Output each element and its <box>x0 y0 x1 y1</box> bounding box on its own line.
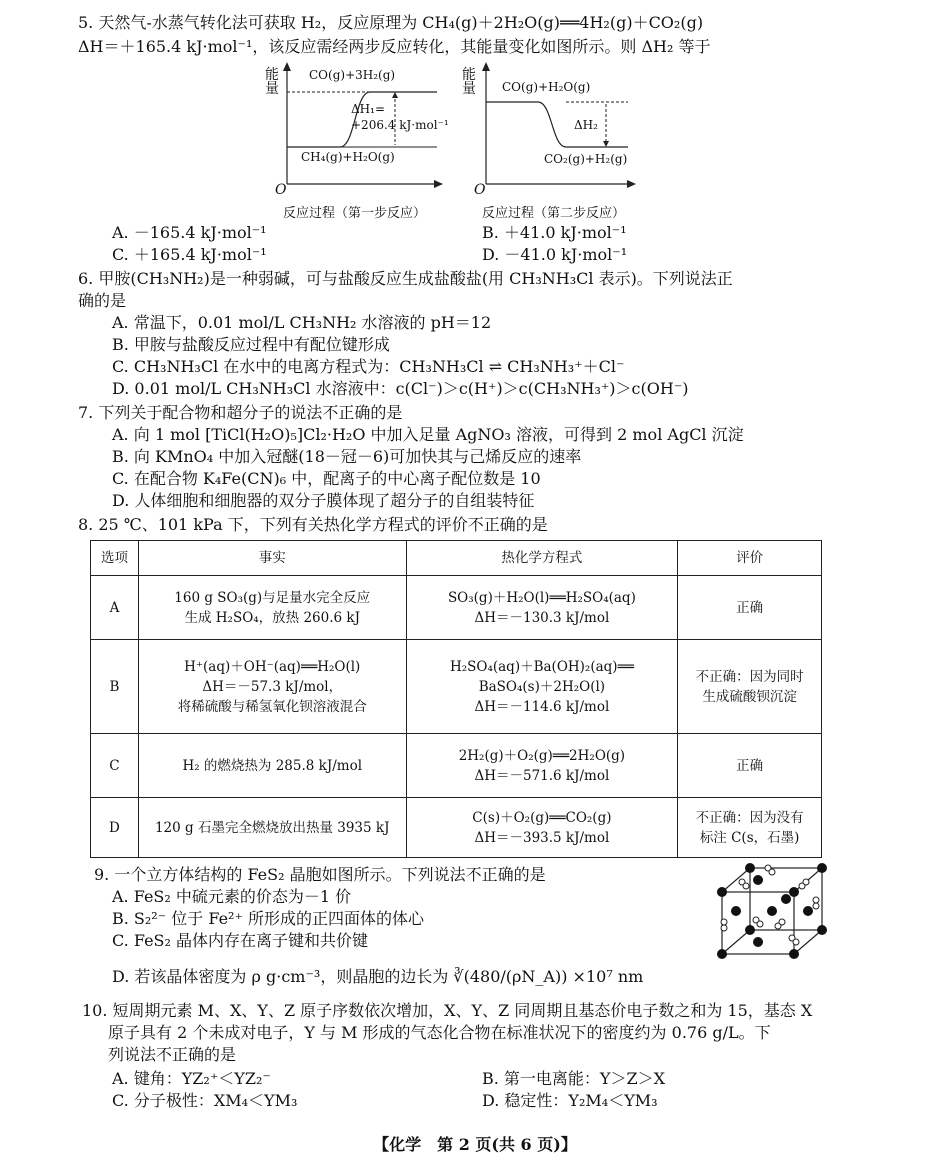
origin-label: O <box>474 182 486 198</box>
cell-evaluation: 不正确：因为同时 生成硫酸钡沉淀 <box>678 640 822 734</box>
q10-option-b: B. 第一电离能：Y＞Z＞X <box>482 1069 666 1088</box>
level-top-label: CO(g)+3H₂(g) <box>309 68 396 82</box>
cell-evaluation: 正确 <box>678 576 822 640</box>
fes2-unit-cell-diagram <box>712 860 832 960</box>
header-fact: 事实 <box>138 541 406 576</box>
q7-stem: 7. 下列关于配合物和超分子的说法不正确的是 <box>78 403 403 422</box>
cell-equation: SO₃(g)＋H₂O(l)══H₂SO₄(aq) ΔH＝－130.3 kJ/mol <box>406 576 678 640</box>
table-row <box>91 734 822 798</box>
cell-fact: 160 g SO₃(g)与足量水完全反应 生成 H₂SO₄，放热 260.6 kJ <box>138 576 406 640</box>
q9-option-a: A. FeS₂ 中硫元素的价态为－1 价 <box>112 887 352 906</box>
q5-option-a: A. －165.4 kJ·mol⁻¹ <box>112 223 267 242</box>
y-axis-label: 能量 <box>462 67 476 97</box>
q5-option-c: C. ＋165.4 kJ·mol⁻¹ <box>112 245 267 264</box>
q10-option-a: A. 键角：YZ₂⁺＜YZ₂⁻ <box>112 1069 271 1088</box>
q7-option-a: A. 向 1 mol [TiCl(H₂O)₅]Cl₂·H₂O 中加入足量 AgNO₃ 溶液，可得到 2 mol AgCl 沉淀 <box>112 425 744 444</box>
cell-fact: 120 g 石墨完全燃烧放出热量 3935 kJ <box>138 798 406 858</box>
q5-stem-line1: 5. 天然气-水蒸气转化法可获取 H₂，反应原理为 CH₄(g)＋2H₂O(g)══4H₂(g)＋CO₂(g) <box>78 13 704 32</box>
q9-stem: 9. 一个立方体结构的 FeS₂ 晶胞如图所示。下列说法不正确的是 <box>94 865 546 884</box>
level-top-label: CO(g)+H₂O(g) <box>502 80 591 94</box>
table-row <box>91 640 822 734</box>
table-row <box>91 576 822 640</box>
header-evaluation: 评价 <box>678 541 822 576</box>
q5-figure-step2 <box>462 62 648 222</box>
cell-equation: H₂SO₄(aq)＋Ba(OH)₂(aq)══ BaSO₄(s)＋2H₂O(l) ΔH＝－114.6 kJ/mol <box>406 640 678 734</box>
q6-option-c: C. CH₃NH₃Cl 在水中的电离方程式为：CH₃NH₃Cl ⇌ CH₃NH₃⁺＋Cl⁻ <box>112 357 625 376</box>
header-equation: 热化学方程式 <box>406 541 678 576</box>
cell-fact: H₂ 的燃烧热为 285.8 kJ/mol <box>138 734 406 798</box>
cell-equation: 2H₂(g)＋O₂(g)══2H₂O(g) ΔH＝－571.6 kJ/mol <box>406 734 678 798</box>
q7-option-d: D. 人体细胞和细胞器的双分子膜体现了超分子的自组装特征 <box>112 491 535 510</box>
q9-option-d: D. 若该晶体密度为 ρ g·cm⁻³，则晶胞的边长为 ∛(480/(ρN_A)) ×10⁷ nm <box>112 967 644 986</box>
q10-stem-line3: 列说法不正确的是 <box>108 1045 237 1064</box>
cell-option: C <box>91 734 139 798</box>
page-footer: 【化学 第 2 页(共 6 页)】 <box>373 1135 577 1154</box>
q5-option-b: B. ＋41.0 kJ·mol⁻¹ <box>482 223 627 242</box>
q5-stem-line2: ΔH＝＋165.4 kJ·mol⁻¹，该反应需经两步反应转化，其能量变化如图所示。则 ΔH₂ 等于 <box>78 37 711 56</box>
origin-label: O <box>275 182 287 198</box>
delta-h2-label: ΔH₂ <box>574 118 598 132</box>
q7-option-b: B. 向 KMnO₄ 中加入冠醚(18－冠－6)可加快其与己烯反应的速率 <box>112 447 582 466</box>
q6-stem-line2: 确的是 <box>78 291 127 310</box>
cell-option: D <box>91 798 139 858</box>
q5-figure-step1 <box>265 62 449 222</box>
q9-option-b: B. S₂²⁻ 位于 Fe²⁺ 所形成的正四面体的体心 <box>112 909 424 928</box>
delta-h1-value: +206.4 kJ·mol⁻¹ <box>351 118 449 132</box>
cell-evaluation: 不正确：因为没有 标注 C(s，石墨) <box>678 798 822 858</box>
q8-stem: 8. 25 ℃、101 kPa 下，下列有关热化学方程式的评价不正确的是 <box>78 515 548 534</box>
cell-equation: C(s)＋O₂(g)══CO₂(g) ΔH＝－393.5 kJ/mol <box>406 798 678 858</box>
q7-option-c: C. 在配合物 K₄Fe(CN)₆ 中，配离子的中心离子配位数是 10 <box>112 469 541 488</box>
q10-option-d: D. 稳定性：Y₂M₄＜YM₃ <box>482 1091 658 1110</box>
q6-stem-line1: 6. 甲胺(CH₃NH₂)是一种弱碱，可与盐酸反应生成盐酸盐(用 CH₃NH₃Cl 表示)。下列说法正 <box>78 269 733 288</box>
cell-option: B <box>91 640 139 734</box>
q6-option-a: A. 常温下，0.01 mol/L CH₃NH₂ 水溶液的 pH＝12 <box>112 313 492 332</box>
q8-evaluation-table <box>90 540 822 858</box>
q10-stem-line1: 10. 短周期元素 M、X、Y、Z 原子序数依次增加，X、Y、Z 同周期且基态价电子数之和为 15，基态 X <box>82 1001 813 1020</box>
figure-caption: 反应过程（第二步反应） <box>482 206 626 221</box>
level-bottom-label: CO₂(g)+H₂(g) <box>544 152 628 166</box>
table-header-row <box>91 541 822 576</box>
q5-option-d: D. －41.0 kJ·mol⁻¹ <box>482 245 628 264</box>
q10-stem-line2: 原子具有 2 个未成对电子，Y 与 M 形成的气态化合物在标准状况下的密度约为 0.76 g/L。下 <box>108 1023 771 1042</box>
q10-option-c: C. 分子极性：XM₄＜YM₃ <box>112 1091 298 1110</box>
figure-caption: 反应过程（第一步反应） <box>283 206 427 221</box>
level-bottom-label: CH₄(g)+H₂O(g) <box>301 150 395 164</box>
q6-option-d: D. 0.01 mol/L CH₃NH₃Cl 水溶液中：c(Cl⁻)＞c(H⁺)＞c(CH₃NH₃⁺)＞c(OH⁻) <box>112 379 689 398</box>
cell-fact: H⁺(aq)＋OH⁻(aq)══H₂O(l) ΔH＝－57.3 kJ/mol， 将稀硫酸与稀氢氧化钡溶液混合 <box>138 640 406 734</box>
header-option: 选项 <box>91 541 139 576</box>
table-row <box>91 798 822 858</box>
q9-option-c: C. FeS₂ 晶体内存在离子键和共价键 <box>112 931 369 950</box>
cell-evaluation: 正确 <box>678 734 822 798</box>
y-axis-label: 能量 <box>265 67 279 97</box>
q6-option-b: B. 甲胺与盐酸反应过程中有配位键形成 <box>112 335 390 354</box>
delta-h1-label: ΔH₁= <box>351 102 385 116</box>
cell-option: A <box>91 576 139 640</box>
